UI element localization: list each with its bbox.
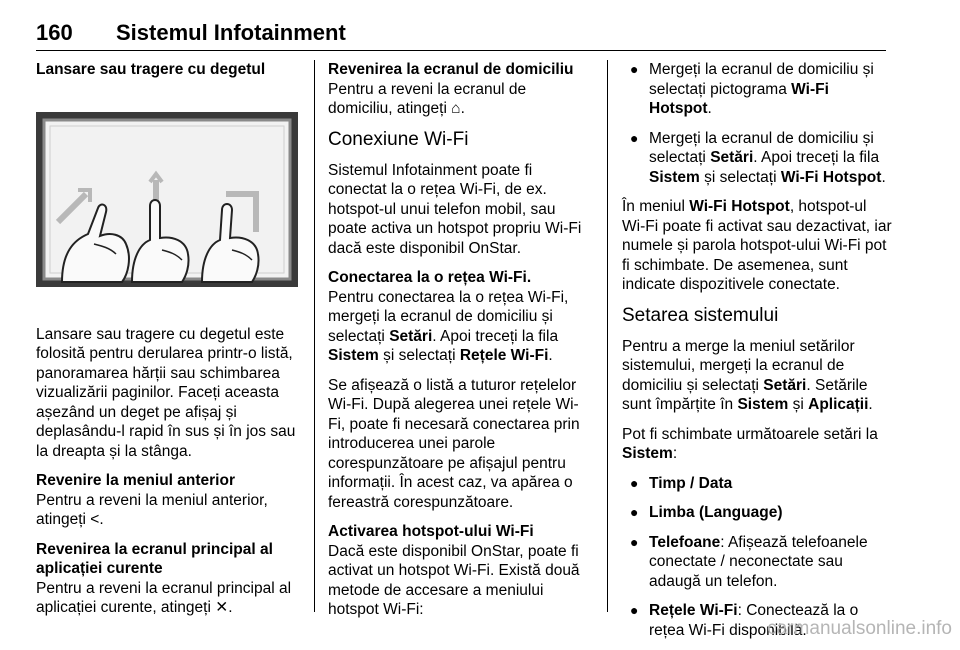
column-divider — [607, 60, 608, 612]
hand-gestures-icon — [36, 112, 298, 287]
bullet-icon: ● — [630, 504, 639, 520]
system-settings-description: Pentru a merge la meniul setărilor sistemului, mergeți la ecranul de domiciliu și selectați Setări. Setările sunt împărțite în Sistem și Aplicații. — [622, 337, 873, 413]
column-3 — [622, 60, 892, 650]
section-system-settings: Setarea sistemului — [622, 304, 779, 326]
list-item: ● Limba (Language) — [622, 503, 892, 523]
bullet-icon: ● — [630, 129, 639, 146]
heading-back: Revenire la meniul anterior — [36, 472, 235, 489]
page-title: Sistemul Infotainment — [116, 20, 346, 45]
watermark: carmanualsonline.info — [767, 618, 952, 639]
bullet-icon: ● — [630, 602, 639, 618]
connect-description: Pentru conectarea la o rețea Wi-Fi, mergeți la ecranul de domiciliu și selectați Setări. Apoi treceți la fila Sistem și selectați Rețele Wi-Fi. — [328, 288, 569, 364]
home-description: Pentru a reveni la ecranul de domiciliu, atingeți ⌂. — [328, 80, 527, 117]
swipe-description: Lansare sau tragere cu degetul este folosită pentru derularea printr-o listă, panoramarea hărții sau schimbarea vizualizării paginilor. Faceți aceasta așezând un deget pe afișaj și deplasându-l rapid în sus și în jos sau la dreapta și la stânga. — [36, 325, 296, 460]
page-number: 160 — [36, 20, 73, 45]
list-item: ● Timp / Data — [622, 474, 892, 494]
home-icon: ⌂. — [451, 100, 465, 117]
hotspot-menu-description: În meniul Wi-Fi Hotspot, hotspot-ul Wi-Fi poate fi activat sau dezactivat, iar numele și parola hotspot-ului Wi-Fi pot fi schimbate. De asemenea, sunt indicate dispozitivele conectate. — [622, 198, 892, 293]
changeable-settings-intro: Pot fi schimbate următoarele setări la Sistem: — [622, 425, 878, 462]
bullet-icon: ● — [630, 533, 639, 550]
wifi-description: Sistemul Infotainment poate fi conectat la o rețea Wi-Fi, de ex. hotspot-ul unui telefon mobil, sau poate activa un hotspot propriu Wi-Fi dacă este disponibil OnStar. — [328, 161, 582, 257]
heading-swipe: Lansare sau tragere cu degetul — [36, 61, 266, 78]
back-description: Pentru a reveni la meniul anterior, atingeți <. — [36, 491, 268, 528]
close-icon: ✕. — [215, 599, 233, 616]
swipe-gesture-illustration — [36, 112, 298, 287]
list-item: ● Telefoane: Afișează telefoanele conectate / neconectate sau adaugă un telefon. — [622, 533, 892, 592]
back-icon: <. — [90, 511, 104, 528]
bullet-icon: ● — [630, 61, 639, 77]
column-1 — [36, 60, 304, 628]
app-main-description: Pentru a reveni la ecranul principal al aplicației curente, atingeți ✕. — [36, 579, 292, 616]
heading-app-main: Revenirea la ecranul principal al aplicației curente — [36, 540, 273, 577]
page-header — [36, 0, 886, 51]
heading-hotspot: Activarea hotspot-ului Wi-Fi — [328, 523, 534, 540]
hotspot-description: Dacă este disponibil OnStar, poate fi activat un hotspot Wi-Fi. Există două metode de accesare a meniului hotspot Wi-Fi: — [328, 542, 580, 618]
column-divider — [314, 60, 315, 612]
list-item: ● Mergeți la ecranul de domiciliu și selectați pictograma Wi-Fi Hotspot. — [622, 60, 892, 119]
section-wifi: Conexiune Wi-Fi — [328, 128, 469, 150]
column-2 — [328, 60, 593, 630]
heading-home: Revenirea la ecranul de domiciliu — [328, 61, 574, 78]
heading-connect: Conectarea la o rețea Wi-Fi. — [328, 269, 532, 286]
list-item: ● Mergeți la ecranul de domiciliu și selectați Setări. Apoi treceți la fila Sistem și selectați Wi-Fi Hotspot. — [622, 129, 892, 188]
list-item: ● Rețele Wi-Fi: Conectează la o rețea Wi-Fi disponibilă. — [622, 601, 892, 640]
network-list-description: Se afișează o listă a tuturor rețelelor Wi-Fi. După alegerea unei rețele Wi-Fi, poate fi necesară conectarea prin introducerea unei parole corespunzătoare pe afișajul pentru informații. În acest caz, va apărea o fereastră corespunzătoare. — [328, 376, 580, 511]
bullet-icon: ● — [630, 474, 639, 491]
